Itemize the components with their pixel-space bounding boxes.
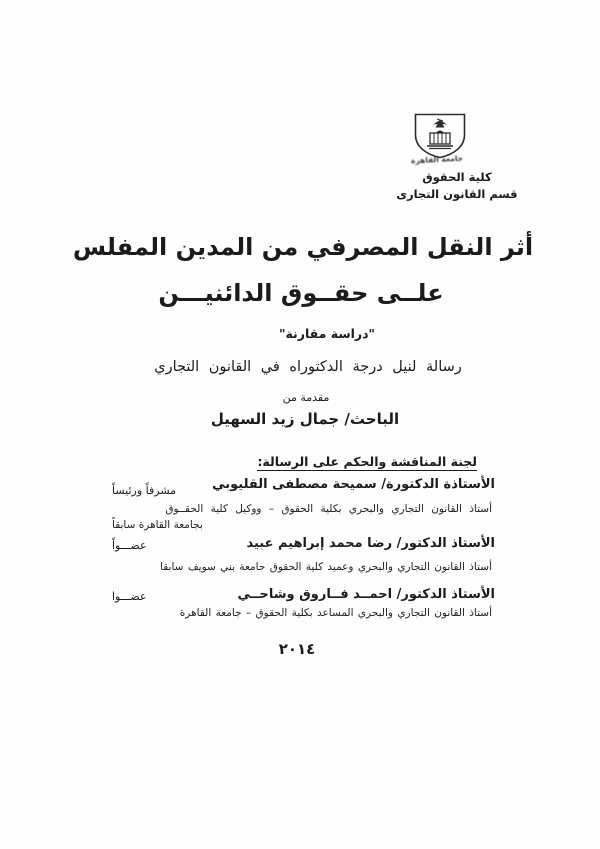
study-type-subtitle: "دراسة مقارنة" xyxy=(278,326,376,341)
committee-member-description: أستاذ القانون التجاري والبحري بكلية الحقوق – ووكيل كلية الحقــوق xyxy=(165,503,492,515)
degree-statement: رسالة لنيل درجة الدكتوراه في القانون التجاري xyxy=(154,359,462,375)
committee-member-name: الأستاذة الدكتورة/ سميحة مصطفى القليوبي xyxy=(212,477,495,492)
department-name: قسم القانون التجارى xyxy=(396,187,518,201)
thesis-title-line2: علــى حقــوق الدائنيـــن xyxy=(158,279,444,307)
committee-member-name: الأستاذ الدكتور/ رضا محمد إبراهيم عبيد xyxy=(246,536,495,551)
thesis-title-line1: أثر النقل المصرفي من المدين المفلس xyxy=(72,233,534,261)
committee-heading: لجنة المناقشة والحكم على الرسالة: xyxy=(257,454,477,469)
committee-member-role: مشرفاً ورئيساً xyxy=(112,484,177,497)
university-seal-caption: جامعة القاهرة xyxy=(410,153,464,166)
committee-member-role: عضـــوا xyxy=(112,590,147,603)
faculty-name: كلية الحقوق xyxy=(422,170,492,184)
committee-member-description: بجامعة القاهرة سابقاً xyxy=(112,519,203,531)
committee-member-description: أستاذ القانون التجاري والبحري المساعد بكلية الحقوق – جامعة القاهرة xyxy=(179,607,492,619)
publication-year: ٢٠١٤ xyxy=(278,640,316,658)
committee-member-description: أستاذ القانون التجاري والبحري وعميد كلية الحقوق جامعة بني سويف سابقا xyxy=(160,561,492,573)
committee-member-role: عضـــواً xyxy=(112,539,147,552)
presented-by-label: مقدمة من xyxy=(282,391,330,404)
committee-member-name: الأستاذ الدكتور/ احمــد فــاروق وشاحــي xyxy=(237,587,495,602)
university-emblem-icon xyxy=(413,113,467,159)
researcher-name: الباحث/ جمال زيد السهيل xyxy=(210,410,400,428)
